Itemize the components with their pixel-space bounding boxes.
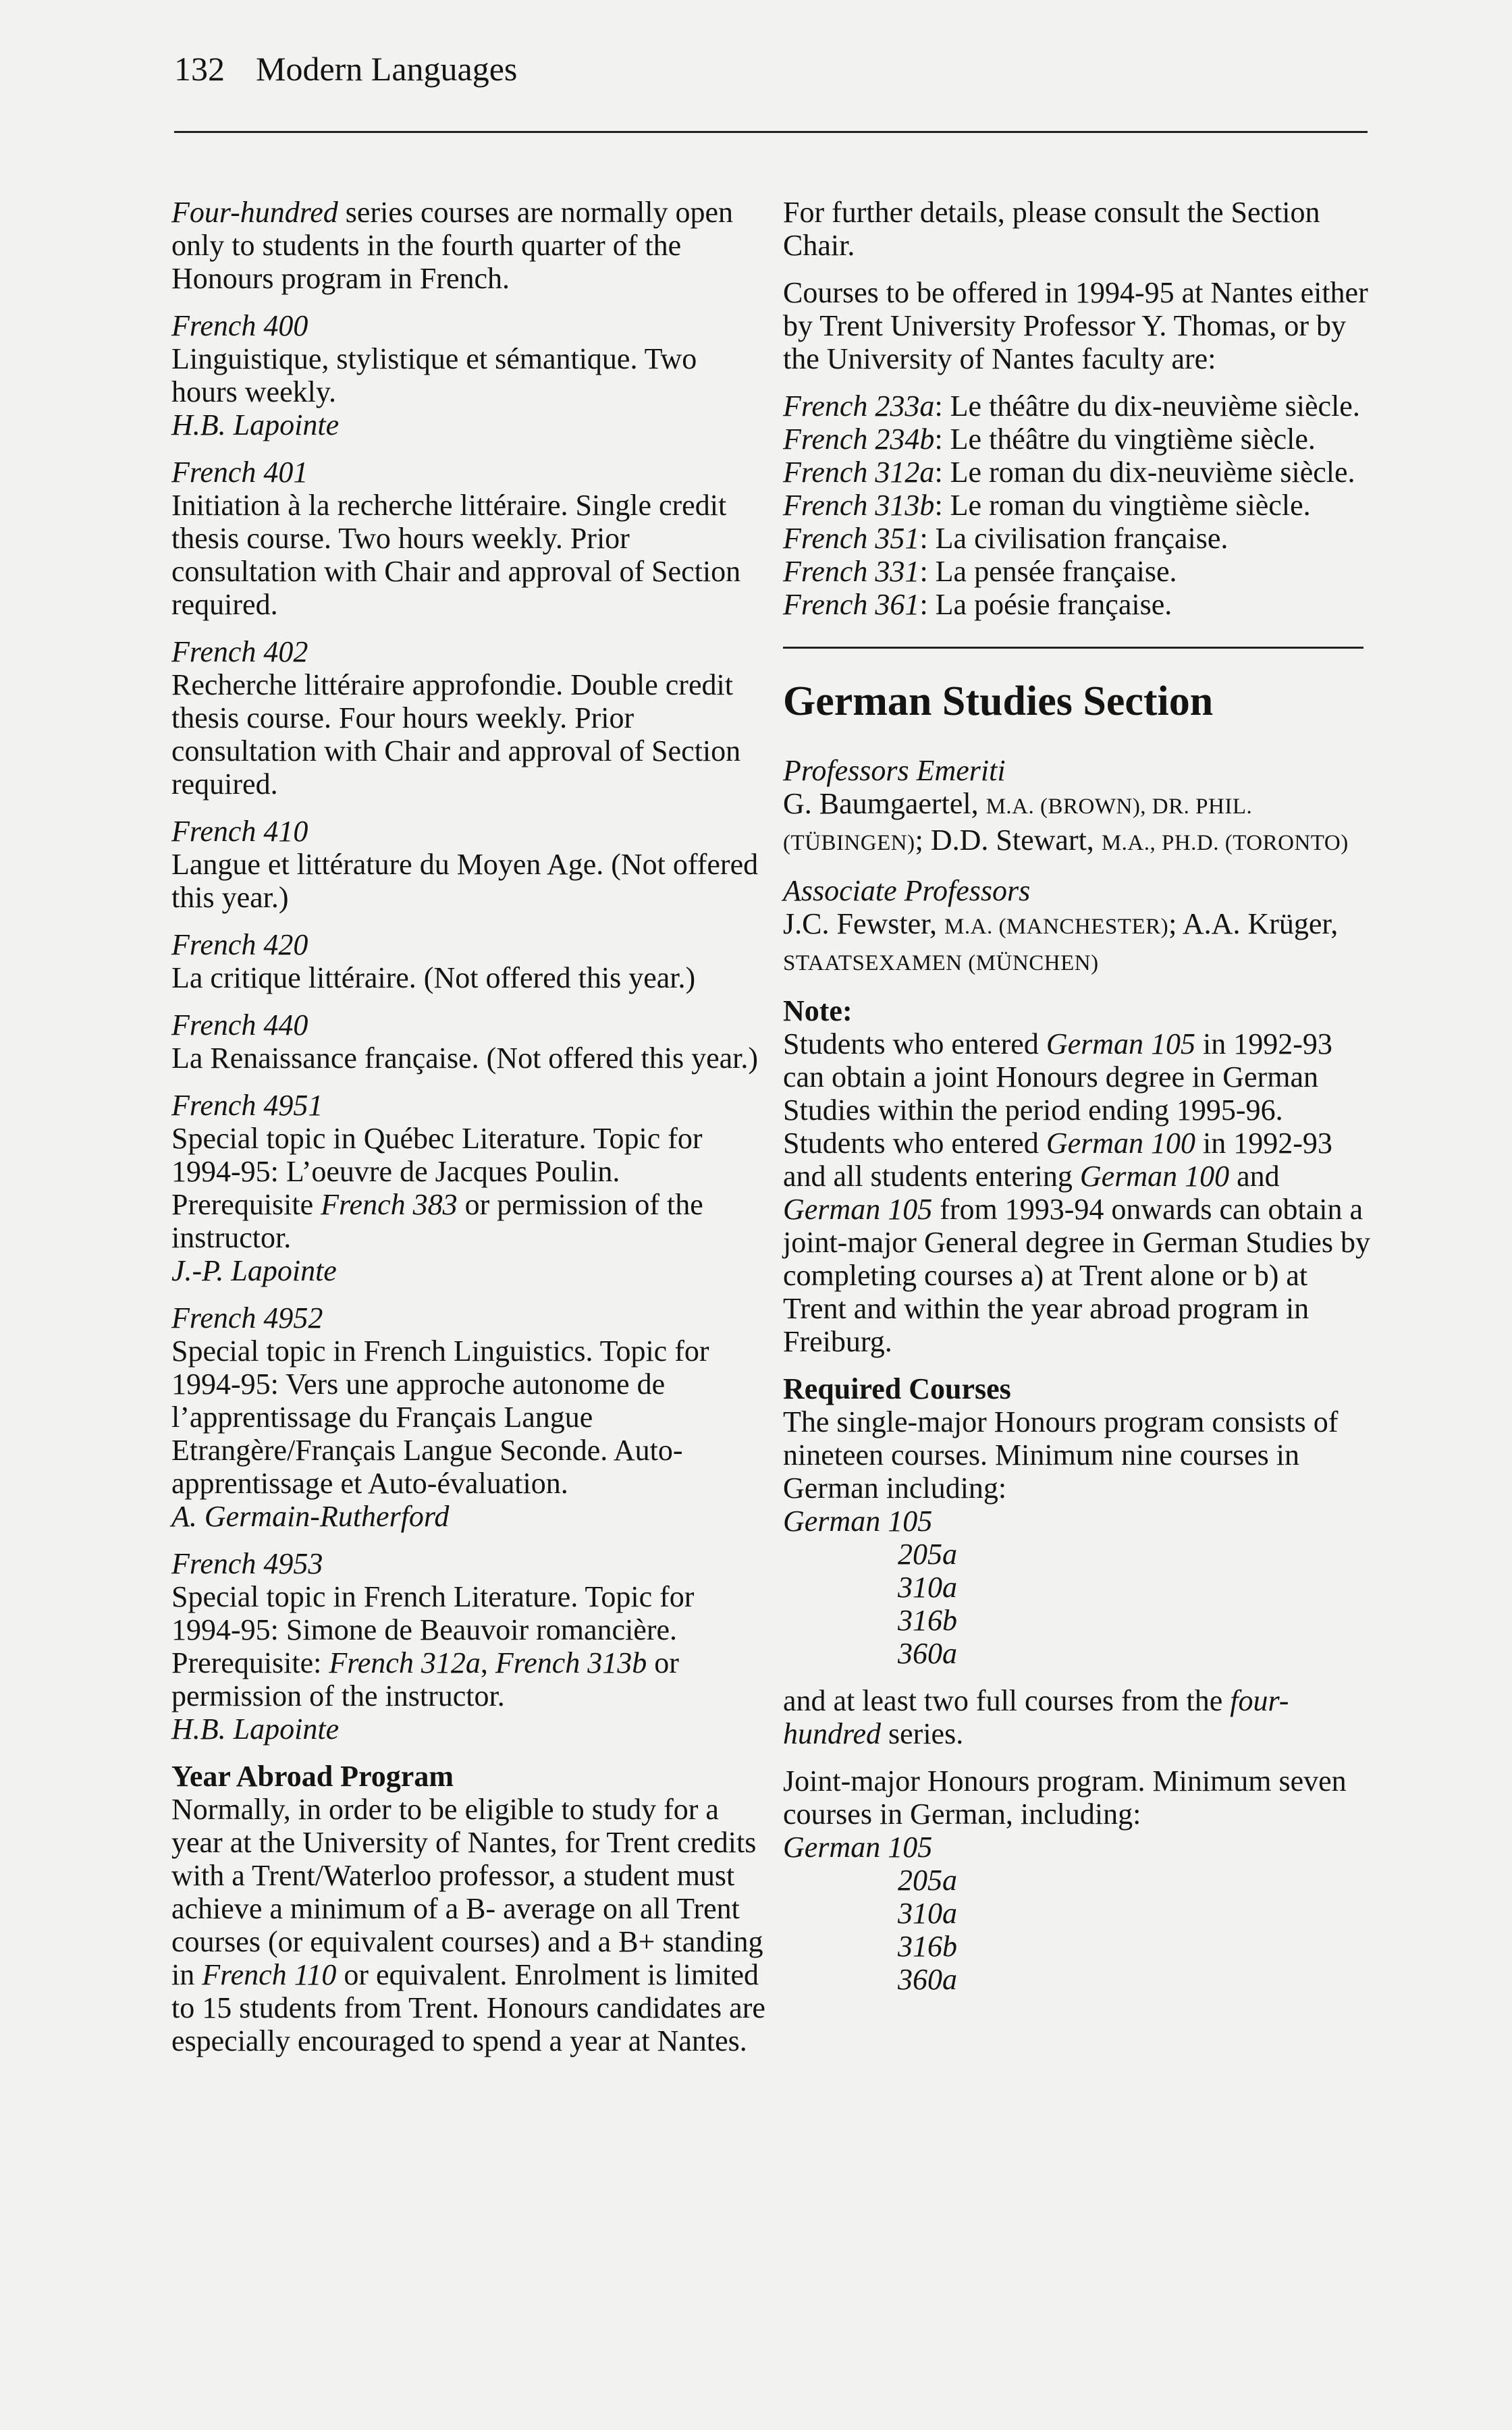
faculty-names: [783, 907, 1377, 980]
course-list: [783, 1864, 1377, 1996]
list-item: 310a: [898, 1571, 957, 1604]
course-name: : Le théâtre du vingtième siècle.: [934, 423, 1316, 456]
section-heading: Year Abroad Program: [171, 1760, 454, 1793]
course-code: French 313b: [783, 489, 935, 522]
associate-block: [783, 874, 1377, 980]
body-text: and at least two full courses from the: [783, 1684, 1231, 1717]
body-text: in 1992-93 and all students entering: [783, 1127, 1332, 1193]
required-heading: Required Courses: [783, 1372, 1011, 1405]
list-item: [783, 456, 1377, 489]
list-item: 316b: [898, 1930, 957, 1963]
course-entry: [171, 1008, 765, 1075]
year-abroad-section: [171, 1760, 765, 2057]
course-list-first: German 105: [783, 1505, 933, 1538]
list-item: [783, 555, 1377, 588]
intro-italic: Four-hundred: [171, 196, 338, 229]
course-title: French 4953: [171, 1547, 323, 1580]
course-name: : La poésie française.: [919, 588, 1172, 621]
faculty-label: Associate Professors: [783, 874, 1031, 907]
required-courses-block: [783, 1372, 1377, 1670]
course-instructor: A. Germain-Rutherford: [171, 1500, 450, 1533]
course-reference: German 105: [783, 1193, 933, 1226]
course-instructor: J.-P. Lapointe: [171, 1254, 337, 1287]
course-name: : Le roman du dix-neuvième siècle.: [934, 456, 1355, 489]
course-entry: [171, 1089, 765, 1287]
faculty-degree: M.A. (MANCHESTER): [944, 915, 1169, 939]
course-instructor: H.B. Lapointe: [171, 1712, 340, 1746]
desc-text: ,: [480, 1646, 495, 1679]
further-details-paragraph: For further details, please consult the Section Chair.: [783, 196, 1320, 262]
course-code: French 351: [783, 522, 920, 555]
joint-text: Joint-major Honours program. Minimum seven courses in German, including:: [783, 1764, 1347, 1831]
course-reference: German 100: [1046, 1127, 1196, 1160]
course-description: La critique littéraire. (Not offered this year.): [171, 961, 696, 994]
course-title: French 402: [171, 635, 308, 668]
course-description: La Renaissance française. (Not offered this year.): [171, 1042, 759, 1075]
course-reference: German 105: [1046, 1027, 1196, 1060]
list-item: 205a: [898, 1864, 957, 1897]
faculty-names: [783, 787, 1377, 860]
section-divider: [783, 647, 1364, 649]
course-reference: French 312a: [329, 1646, 481, 1679]
page-number: 132: [174, 50, 225, 88]
course-entry: [171, 815, 765, 914]
section-heading: German Studies Section: [783, 678, 1214, 724]
faculty-name: ; A.A. Krüger,: [1168, 907, 1339, 940]
course-entry: [171, 456, 765, 621]
course-list-first: German 105: [783, 1831, 933, 1864]
nantes-course-list: [783, 389, 1377, 621]
course-title: French 401: [171, 456, 308, 489]
list-item: [783, 423, 1377, 456]
header-rule: [174, 131, 1368, 133]
faculty-name: J.C. Fewster,: [783, 907, 945, 940]
course-code: French 331: [783, 555, 920, 588]
course-entry: [171, 1547, 765, 1746]
course-description: Initiation à la recherche littéraire. Single credit thesis course. Two hours weekly. Prior consultation with Chair and approval of Section required.: [171, 489, 741, 621]
course-entry: [171, 1301, 765, 1533]
left-column: [171, 196, 765, 2072]
nantes-intro-paragraph: Courses to be offered in 1994-95 at Nantes either by Trent University Professor Y. Thomas, or by the University of Nantes faculty are:: [783, 276, 1368, 375]
intro-text: series courses are normally open only to students in the fourth quarter of the Honours program in French.: [171, 196, 734, 295]
course-reference: French 110: [202, 1958, 337, 1991]
required-text: The single-major Honours program consists of nineteen courses. Minimum nine courses in German including:: [783, 1405, 1339, 1505]
running-head: [174, 49, 517, 89]
emeriti-block: [783, 754, 1377, 860]
desc-text: or permission of the instructor.: [171, 1188, 703, 1254]
series-reference: four-hundred: [783, 1684, 1289, 1750]
desc-text: Special topic in Québec Literature. Topic for 1994-95: L’oeuvre de Jacques Poulin. Prerequisite: [171, 1122, 703, 1221]
running-title: Modern Languages: [256, 50, 518, 88]
list-item: 310a: [898, 1897, 957, 1930]
intro-paragraph: [171, 196, 765, 295]
course-code: French 233a: [783, 389, 935, 423]
list-item: [783, 389, 1377, 423]
course-name: : Le théâtre du dix-neuvième siècle.: [934, 389, 1360, 423]
course-entry: [171, 635, 765, 801]
faculty-degree: M.A., PH.D. (TORONTO): [1101, 831, 1349, 855]
course-list: [783, 1538, 1377, 1670]
course-title: French 4951: [171, 1089, 323, 1122]
right-column: [783, 196, 1377, 2010]
list-item: 360a: [898, 1963, 957, 1996]
faculty-degree: M.A. (BROWN), DR. PHIL. (TÜBINGEN): [783, 794, 1253, 855]
course-code: French 312a: [783, 456, 935, 489]
list-item: [783, 489, 1377, 522]
faculty-label: Professors Emeriti: [783, 754, 1006, 787]
course-title: French 420: [171, 928, 308, 961]
course-name: : La civilisation française.: [919, 522, 1228, 555]
body-text: or equivalent. Enrolment is limited to 15 students from Trent. Honours candidates are especially encouraged to spend a year at Nantes.: [171, 1958, 765, 2057]
course-reference: French 313b: [495, 1646, 647, 1679]
body-text: and: [1229, 1160, 1280, 1193]
course-description: Langue et littérature du Moyen Age. (Not offered this year.): [171, 848, 759, 914]
year-abroad-text: [171, 1793, 765, 2057]
course-title: French 410: [171, 815, 308, 848]
faculty-degree: STAATSEXAMEN (MÜNCHEN): [783, 951, 1099, 975]
desc-text: Special topic in French Literature. Topic for 1994-95: Simone de Beauvoir romancière. Prerequisite:: [171, 1580, 695, 1679]
body-text: series.: [881, 1717, 964, 1750]
note-heading: Note:: [783, 994, 853, 1027]
desc-text: or permission of the instructor.: [171, 1646, 679, 1712]
body-text: in 1992-93 can obtain a joint Honours degree in German Studies within the period ending 1995-96. Students who entered: [783, 1027, 1332, 1160]
list-item: [783, 522, 1377, 555]
course-description: Special topic in French Linguistics. Topic for 1994-95: Vers une approche autonome de l’apprentissage du Français Langue Etrangère/Français Langue Seconde. Auto-apprentissage et Auto-évaluation.: [171, 1334, 709, 1500]
course-code: French 361: [783, 588, 920, 621]
course-title: French 440: [171, 1008, 308, 1042]
course-name: : La pensée française.: [919, 555, 1177, 588]
course-title: French 400: [171, 309, 308, 342]
course-name: : Le roman du vingtième siècle.: [934, 489, 1311, 522]
course-description: Recherche littéraire approfondie. Double credit thesis course. Four hours weekly. Prior consultation with Chair and approval of Section required.: [171, 668, 741, 801]
faculty-name: ; D.D. Stewart,: [915, 824, 1102, 857]
course-description: [171, 1122, 765, 1254]
list-item: 360a: [898, 1637, 957, 1670]
course-reference: French 383: [321, 1188, 458, 1221]
note-text: [783, 1027, 1377, 1358]
course-title: French 4952: [171, 1301, 323, 1334]
body-text: Normally, in order to be eligible to study for a year at the University of Nantes, for Trent credits with a Trent/Waterloo professor, a student must achieve a minimum of a B- average on all Trent courses (or equivalent courses) and a B+ standing in: [171, 1793, 763, 1991]
joint-major-block: [783, 1764, 1377, 1996]
course-entry: [171, 309, 765, 441]
body-text: from 1993-94 onwards can obtain a joint-major General degree in German Studies by completing courses a) at Trent alone or b) at Trent and within the year abroad program in Freiburg.: [783, 1193, 1370, 1358]
after-list-text: [783, 1684, 1377, 1750]
course-instructor: H.B. Lapointe: [171, 408, 340, 441]
body-text: Students who entered: [783, 1027, 1046, 1060]
list-item: 316b: [898, 1604, 957, 1637]
list-item: [783, 588, 1377, 621]
course-code: French 234b: [783, 423, 935, 456]
course-entry: [171, 928, 765, 994]
faculty-name: G. Baumgaertel,: [783, 787, 986, 820]
course-reference: German 100: [1079, 1160, 1230, 1193]
course-description: Linguistique, stylistique et sémantique. Two hours weekly.: [171, 342, 697, 408]
note-block: [783, 994, 1377, 1358]
course-description: [171, 1580, 765, 1712]
list-item: 205a: [898, 1538, 957, 1571]
